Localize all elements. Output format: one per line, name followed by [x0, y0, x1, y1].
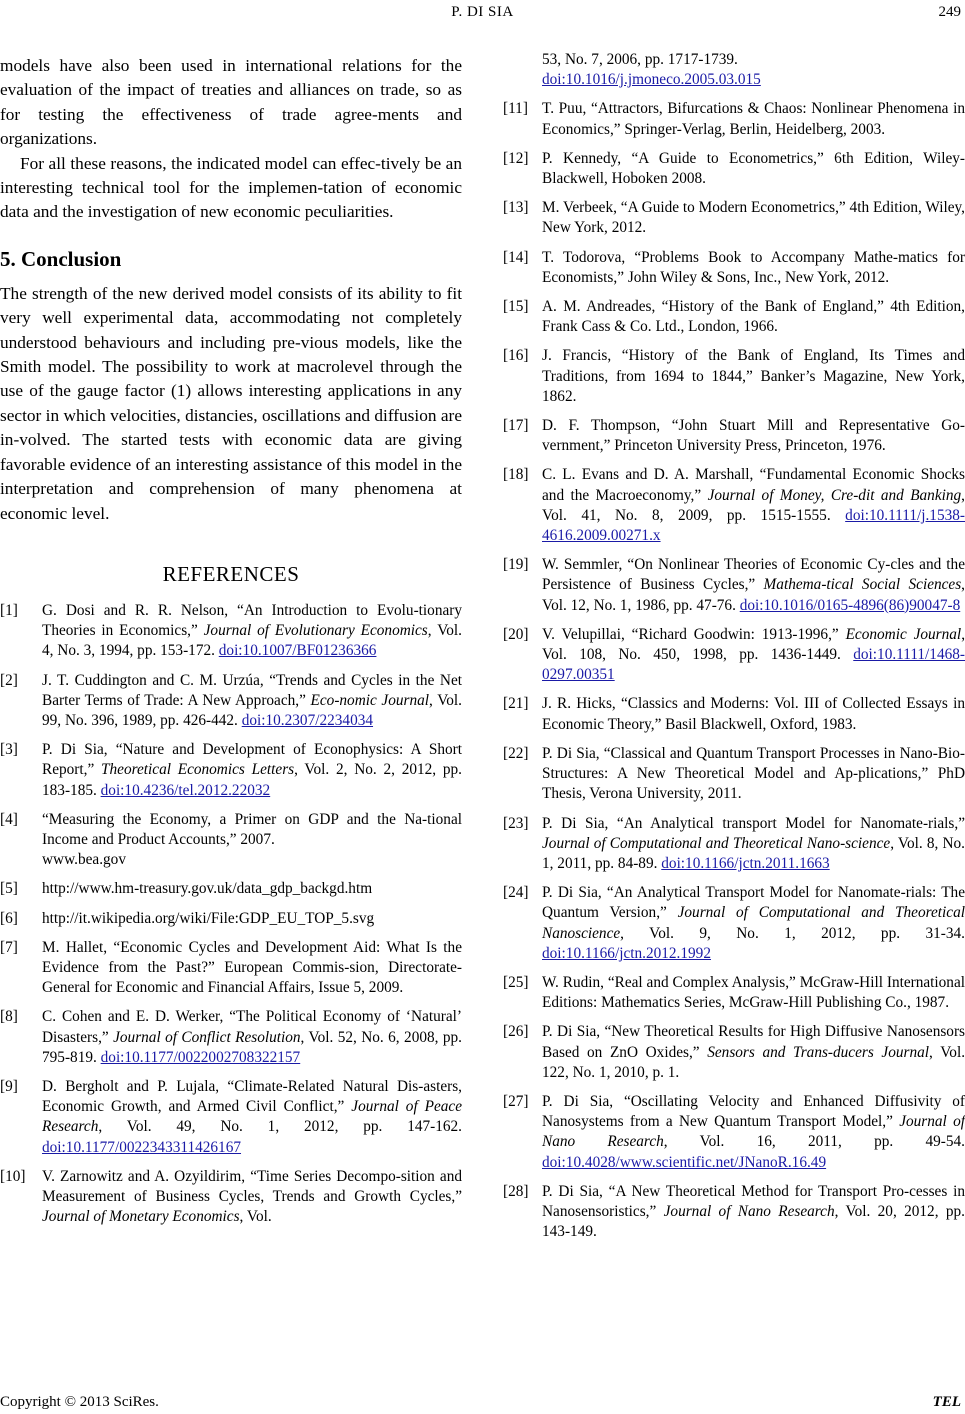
reference-item [503, 297, 965, 337]
reference-text: P. Di Sia, “An Analytical Transport Model for Nanomate-rials: The Quantum Version,” [542, 884, 965, 922]
reference-number: [20] [503, 625, 529, 643]
reference-text: P. Di Sia, “Oscillating Velocity and Enhanced Diffusivity of Nanosystems from a New Quantum Transport Model,” [542, 1092, 965, 1131]
doi-link[interactable]: doi:10.1111/j.1538-4616.2009.00271.x [542, 506, 965, 545]
reference-number: [17] [503, 417, 529, 435]
reference-text: P. Di Sia, “New Theoretical Results for High Diffusive Nanosensors Based on ZnO Oxides,” [542, 1023, 965, 1061]
reference-item [503, 1092, 965, 1173]
doi-link[interactable]: doi:10.2307/2234034 [241, 711, 374, 729]
running-head-author: P. DI SIA [451, 4, 514, 20]
reference-item [0, 879, 462, 899]
reference-item [503, 625, 965, 686]
reference-url: http://www.hm-treasury.gov.uk/data_gdp_backgd.htm [42, 880, 373, 898]
page-header [0, 4, 965, 24]
page-number: 249 [938, 4, 961, 20]
reference-text: P. Di Sia, “Classical and Quantum Transport Processes in Nano-Bio-Structures: A New Theoretical Model and Ap-plications,” PhD Thesis, Verona University, 2011. [542, 744, 965, 803]
reference-text: W. Semmler, “On Nonlinear Theories of Economic Cy-cles and the Persistence of Business Cycles,” [542, 556, 965, 594]
journal-abbreviation: TEL [932, 1394, 961, 1410]
reference-text: , Vol. 4, No. 3, 1994, pp. 153-172. [42, 622, 462, 660]
section-heading: 5. Conclusion [0, 246, 122, 271]
reference-item [0, 938, 462, 999]
reference-text: , Vol. 2, No. 2, 2012, pp. 183-185. [42, 761, 463, 799]
reference-item [503, 814, 965, 875]
reference-number: [22] [503, 744, 529, 762]
reference-item [503, 198, 965, 238]
copyright-notice: Copyright © 2013 SciRes. [0, 1394, 159, 1410]
reference-item [503, 555, 965, 616]
reference-text: D. Bergholt and P. Lujala, “Climate-Related Natural Dis-asters, Economic Growth, and Armed Civil Conflict,” [42, 1077, 462, 1116]
journal-title: Journal of Computational and Theoretical Nanoscience [542, 904, 965, 942]
doi-link[interactable]: doi:10.1166/jctn.2012.1992 [542, 944, 711, 962]
reference-item [0, 740, 462, 801]
reference-text: 53, No. 7, 2006, pp. 1717-1739. [542, 51, 738, 68]
reference-text: C. L. Evans and D. A. Marshall, “Fundamental Economic Shocks and the Macroeconomy,” [542, 466, 965, 504]
doi-link[interactable]: doi:10.1111/1468-0297.00351 [542, 646, 965, 684]
reference-item [0, 601, 462, 662]
reference-text: J. T. Cuddington and C. M. Urzúa, “Trends and Cycles in the Net Barter Terms of Trade: A New Approach,” [42, 671, 462, 709]
reference-number: [6] [0, 909, 18, 927]
right-column [503, 50, 965, 1251]
reference-item [503, 149, 965, 189]
reference-text: T. Todorova, “Problems Book to Accompany Mathe-matics for Economists,” John Wiley & Sons, Inc., New York, 2012. [542, 248, 965, 286]
journal-title: Journal of Monetary Economics [42, 1208, 240, 1226]
reference-text: , Vol. 8, No. 1, 2011, pp. 84-89. [542, 834, 965, 872]
reference-item [503, 416, 965, 456]
reference-text: , Vol. 99, No. 396, 1989, pp. 426-442. [42, 691, 462, 729]
doi-link[interactable]: doi:10.1177/0022002708322157 [100, 1048, 301, 1066]
reference-url: http://it.wikipedia.org/wiki/File:GDP_EU_TOP_5.svg [42, 909, 375, 927]
doi-link[interactable]: doi:10.1166/jctn.2011.1663 [661, 854, 830, 872]
journal-title: Journal of Nano Research [542, 1113, 965, 1151]
conclusion-paragraph: The strength of the new derived model consists of its ability to fit very well experimental data, accommodating not completely understood behaviours and including pre-vious models, like the Smith model. The possibility to work at macrolevel through the use of the gauge factor (1) allows interesting applications in any sector in which velocities, distancies, oscillations and diffusion are in-volved. The started tests with economic data are giving favorable evidence of an interesting assistance of this model in the interpretation and comprehension of many phenomena at economic level. [0, 283, 462, 523]
reference-item [0, 1167, 462, 1228]
reference-item [503, 744, 965, 805]
doi-link[interactable]: doi:10.4028/www.scientific.net/JNanoR.16.49 [542, 1153, 827, 1171]
reference-text: T. Puu, “Attractors, Bifurcations & Chaos: Nonlinear Phenomena in Economics,” Springer-Verlag, Berlin, Heidelberg, 2003. [542, 100, 965, 138]
reference-number: [15] [503, 298, 529, 316]
reference-text: , Vol. 9, No. 1, 2012, pp. 31-34. [620, 924, 965, 942]
reference-number: [2] [0, 671, 18, 689]
reference-number: [5] [0, 880, 18, 898]
reference-number: [18] [503, 466, 529, 484]
reference-number: [13] [503, 199, 529, 217]
reference-text: , Vol. 49, No. 1, 2012, pp. 147-162. [98, 1118, 462, 1136]
reference-text: , Vol. 41, No. 8, 2009, pp. 1515-1555. [542, 486, 965, 524]
doi-link[interactable]: doi:10.4236/tel.2012.22032 [100, 781, 271, 799]
reference-text: , Vol. 52, No. 6, 2008, pp. 795-819. [42, 1028, 462, 1066]
reference-number: [19] [503, 556, 529, 574]
reference-number: [4] [0, 810, 18, 828]
reference-item [503, 694, 965, 734]
reference-text: G. Dosi and R. R. Nelson, “An Introduction to Evolu-tionary Theories in Economics,” [42, 601, 462, 640]
reference-text: J. Francis, “History of the Bank of England, Its Times and Traditions, from 1694 to 1844,” Banker’s Magazine, New York, 1862. [542, 347, 965, 405]
reference-number: [14] [503, 248, 529, 266]
reference-number: [11] [503, 100, 528, 118]
reference-text: V. Zarnowitz and A. Ozyildirim, “Time Series Decompo-sition and Measurement of Business Cycles, Trends and Growth Cycles,” [42, 1167, 462, 1205]
references-heading: REFERENCES [162, 561, 300, 586]
reference-number: [28] [503, 1182, 529, 1200]
reference-text: C. Cohen and E. D. Werker, “The Political Economy of ‘Natural’ Disasters,” [42, 1008, 462, 1046]
doi-link[interactable]: doi:10.1007/BF01236366 [218, 642, 377, 660]
reference-item [0, 1007, 462, 1068]
reference-url: www.bea.gov [42, 851, 126, 869]
reference-text: M. Verbeek, “A Guide to Modern Econometrics,” 4th Edition, Wiley, New York, 2012. [542, 199, 965, 237]
journal-title: Eco-nomic Journal [310, 691, 430, 709]
reference-number: [16] [503, 347, 529, 365]
reference-number: [3] [0, 741, 18, 759]
reference-item [503, 973, 965, 1013]
journal-title: Economic Journal [845, 625, 962, 643]
journal-title: Journal of Evolutionary Economics [203, 622, 428, 640]
journal-title: Journal of Computational and Theoretical Nano-science [542, 834, 891, 852]
reference-text: , Vol. 122, No. 1, 2010, p. 1. [542, 1043, 965, 1081]
journal-title: Sensors and Trans-ducers Journal [707, 1043, 930, 1061]
journal-title: Journal of Nano Research [663, 1202, 835, 1220]
reference-text: , Vol. 16, 2011, pp. 49-54. [663, 1133, 965, 1151]
reference-text: , Vol. [239, 1208, 272, 1226]
doi-link[interactable]: doi:10.1177/0022343311426167 [42, 1138, 242, 1156]
journal-title: Journal of Money, Cre-dit and Banking [707, 486, 962, 504]
reference-text: M. Hallet, “Economic Cycles and Development Aid: What Is the Evidence from the Past?” European Commis-sion, Directorate-General for Economic and Financial Affairs, Issue 5, 2009. [42, 938, 462, 997]
reference-item [503, 883, 965, 964]
reference-item [0, 909, 462, 929]
reference-number: [24] [503, 884, 529, 902]
reference-number: [10] [0, 1167, 26, 1185]
reference-number: [26] [503, 1023, 529, 1041]
journal-title: Mathema-tical Social Sciences [763, 576, 962, 594]
reference-text: J. R. Hicks, “Classics and Moderns: Vol. III of Collected Essays in Economic Theory,” Basil Blackwell, Oxford, 1983. [542, 695, 965, 733]
reference-text: “Measuring the Economy, a Primer on GDP and the Na-tional Income and Product Accounts,” 2007. [42, 810, 462, 848]
reference-text: P. Di Sia, “Nature and Development of Econophysics: A Short Report,” [42, 741, 462, 779]
reference-text: W. Rudin, “Real and Complex Analysis,” McGraw-Hill International Editions: Mathematics Series, McGraw-Hill Publishing Co., 1987. [542, 973, 965, 1012]
reference-number: [23] [503, 814, 529, 832]
reference-text: , Vol. 108, No. 450, 1998, pp. 1436-1449. [542, 625, 965, 664]
reference-item [0, 671, 462, 732]
reference-number: [25] [503, 973, 529, 991]
reference-number: [7] [0, 938, 18, 956]
doi-link[interactable]: doi:10.1016/j.jmoneco.2005.03.015 [542, 71, 761, 89]
reference-item [503, 465, 965, 546]
reference-continuation [503, 50, 965, 90]
reference-item [503, 346, 965, 407]
reference-item [503, 99, 965, 139]
reference-text: D. F. Thompson, “John Stuart Mill and Representative Go-vernment,” Princeton University Press, Princeton, 1976. [542, 417, 965, 455]
reference-item [503, 1022, 965, 1083]
reference-number: [21] [503, 695, 529, 713]
reference-text: V. Velupillai, “Richard Goodwin: 1913-1996,” [542, 625, 846, 643]
reference-number: [9] [0, 1077, 18, 1095]
reference-text: , Vol. 12, No. 1, 1986, pp. 47-76. [542, 576, 965, 614]
reference-number: [1] [0, 601, 18, 619]
reference-text: P. Di Sia, “An Analytical transport Model for Nanomate-rials,” [542, 814, 965, 832]
left-column [0, 54, 462, 1236]
reference-item [0, 810, 462, 871]
reference-text: P. Di Sia, “A New Theoretical Method for Transport Pro-cesses in Nanosensoristics,” [542, 1182, 965, 1220]
paragraph: For all these reasons, the indicated model can effec-tively be an interesting technical tool for the implemen-tation of economic data and the investigation of new economic peculiarities. [0, 153, 462, 222]
journal-title: Journal of Peace Research [42, 1098, 463, 1136]
reference-item [503, 1182, 965, 1243]
reference-text: A. M. Andreades, “History of the Bank of England,” 4th Edition, Frank Cass & Co. Ltd., London, 1966. [542, 298, 965, 336]
journal-title: Journal of Conflict Resolution [113, 1028, 301, 1046]
reference-number: [12] [503, 149, 529, 167]
reference-text: , Vol. 20, 2012, pp. 143-149. [542, 1202, 965, 1241]
journal-title: Theoretical Economics Letters [101, 761, 295, 779]
reference-number: [8] [0, 1008, 18, 1026]
doi-link[interactable]: doi:10.1016/0165-4896(86)90047-8 [739, 596, 961, 614]
reference-number: [27] [503, 1092, 529, 1110]
paragraph: models have also been used in international relations for the evaluation of the impact of treaties and alliances on trade, so as for testing the effectiveness of trade agree-ments and organizations. [0, 56, 462, 149]
reference-item [0, 1077, 462, 1158]
reference-item [503, 248, 965, 288]
reference-text: P. Kennedy, “A Guide to Econometrics,” 6th Edition, Wiley-Blackwell, Hoboken 2008. [542, 149, 965, 188]
